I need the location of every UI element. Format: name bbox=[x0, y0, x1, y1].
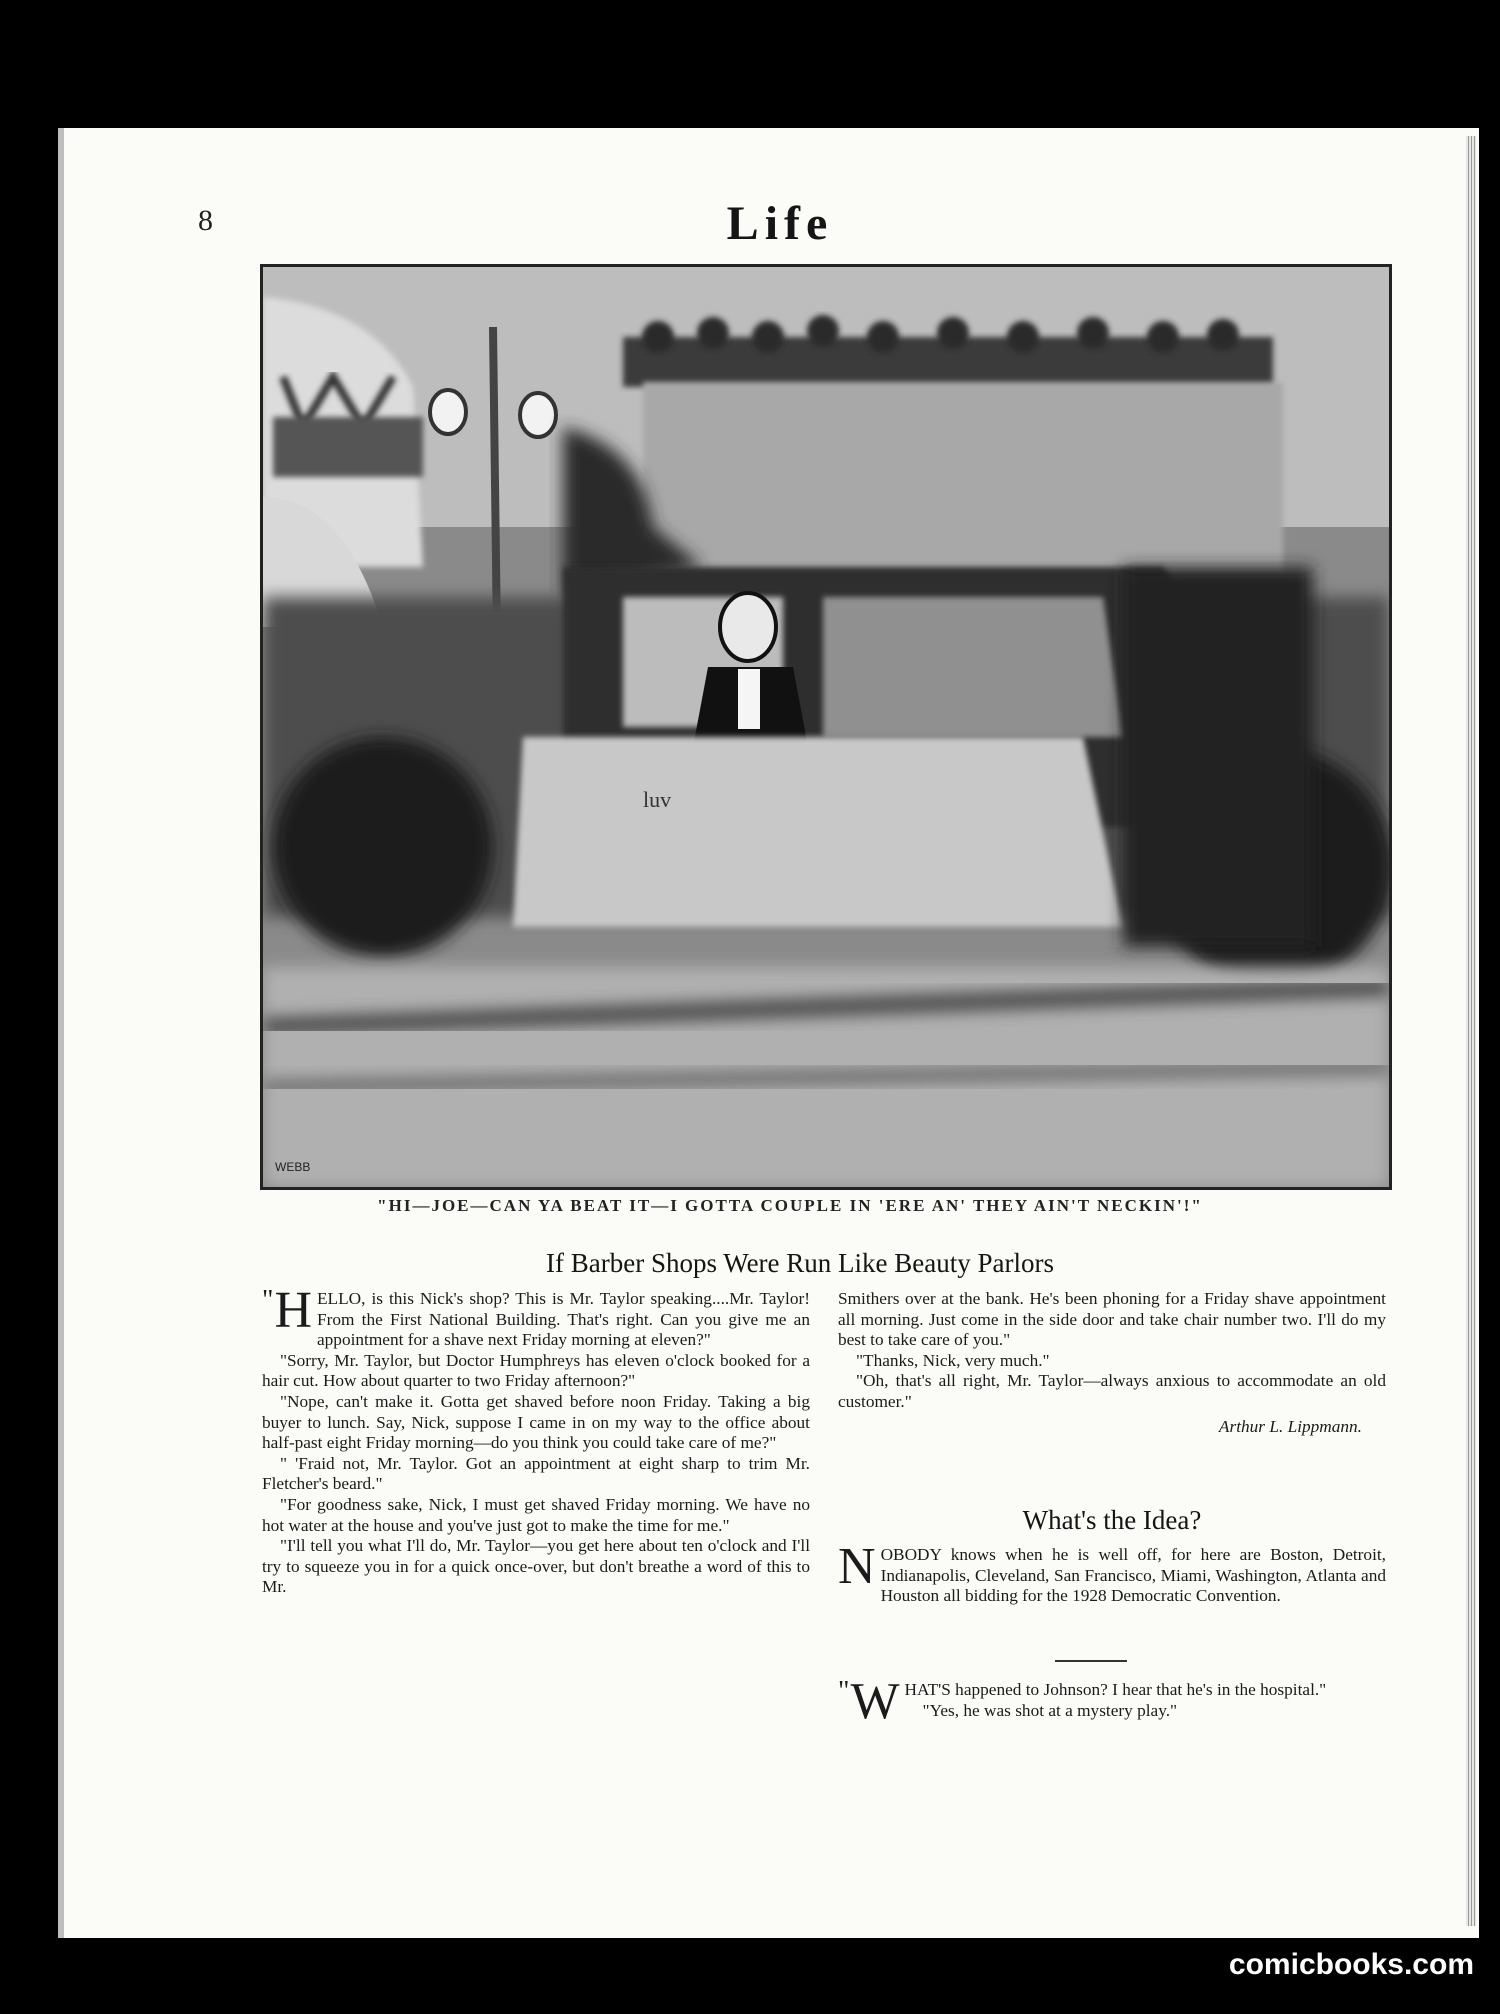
paragraph: "Sorry, Mr. Taylor, but Doctor Humphreys has eleven o'clock booked for a hair cut. How about quarter to two Friday afternoon?" bbox=[262, 1350, 810, 1391]
dropcap-h: H bbox=[274, 1282, 312, 1339]
paragraph: "Thanks, Nick, very much." bbox=[856, 1350, 1050, 1370]
article-headline-barber: If Barber Shops Were Run Like Beauty Parlors bbox=[546, 1248, 1054, 1278]
page-edge bbox=[1466, 136, 1476, 1926]
cartoon-car-scribble: luv bbox=[643, 787, 672, 812]
dropcap-w: W bbox=[850, 1673, 900, 1730]
section-divider bbox=[1055, 1660, 1127, 1662]
masthead: Life bbox=[726, 197, 834, 250]
article-idea-body bbox=[838, 1538, 1386, 1607]
paragraph: ELLO, is this Nick's shop? This is Mr. Taylor speaking....Mr. Taylor! From the First National Building. That's right. Can you give me an appointment for a shave next Friday morning at eleven?" bbox=[317, 1289, 810, 1350]
paragraph: "For goodness sake, Nick, I must get shaved Friday morning. We have no hot water at the house and you've just got to make the time for me." bbox=[262, 1494, 810, 1535]
cartoon-signature: WEBB bbox=[275, 1160, 311, 1174]
article-barber-column-left: " H ELLO, is this Nick's shop? This is Mr. Taylor speaking....Mr. Taylor! From the First National Building. That's right. Can you give me an appointment for a shave next Friday morning at eleven?" "Sorry, Mr. Taylor, but Doctor Humphreys has eleven o'clock booked for a hair cut. How about quarter to two Friday afternoon?" "Nope, can't make it. Gotta get shaved before noon Friday. Taking a big buyer to lunch. Say, Nick, suppose I came in on my way to the office about half-past eight Friday morning—do you think you could take care of me?" " 'Fraid not, Mr. Taylor. Got an appointment at eight sharp to trim Mr. Fletcher's beard." "For goodness sake, Nick, I must get shaved Friday morning. We have no hot water at the house and you've just got to make the time for me." "I'll tell you what I'll do, Mr. Taylor—you get here about ten o'clock and I'll try to squeeze you in for a quick once-over, but don't breathe a word of this to Mr. bbox=[262, 1282, 810, 1597]
cartoon-illustration bbox=[260, 264, 1392, 1190]
cartoon-caption: "HI—JOE—CAN YA BEAT IT—I GOTTA COUPLE IN 'ERE AN' THEY AIN'T NECKIN'!" bbox=[377, 1196, 1203, 1215]
paragraph: OBODY knows when he is well off, for here are Boston, Detroit, Indianapolis, Cleveland, San Francisco, Miami, Washington, Atlanta and Houston all bidding for the 1928 Democratic Convention. bbox=[880, 1545, 1386, 1606]
paragraph: Smithers over at the bank. He's been phoning for a Friday shave appointment all morning. Just come in the side door and take chair number two. I'll do my best to take care of you." bbox=[838, 1289, 1386, 1350]
paragraph: "Oh, that's all right, Mr. Taylor—always anxious to accommodate an old customer." bbox=[838, 1371, 1386, 1411]
article-headline-idea: What's the Idea? bbox=[1022, 1505, 1202, 1535]
paragraph: " 'Fraid not, Mr. Taylor. Got an appointment at eight sharp to trim Mr. Fletcher's beard." bbox=[262, 1453, 810, 1494]
paragraph: "Yes, he was shot at a mystery play." bbox=[922, 1700, 1178, 1720]
byline: Arthur L. Lippmann. bbox=[1218, 1416, 1362, 1436]
article-johnson-joke: " W HAT'S happened to Johnson? I hear that he's in the hospital." "Yes, he was shot at a mystery play." bbox=[838, 1680, 1386, 1722]
paragraph: "Nope, can't make it. Gotta get shaved before noon Friday. Taking a big buyer to lunch. Say, Nick, suppose I came in on my way to the office about half-past eight Friday morning—do you think you could take care of me?" bbox=[262, 1391, 810, 1453]
dropcap-n: N bbox=[838, 1538, 876, 1595]
paragraph: "I'll tell you what I'll do, Mr. Taylor—you get here about ten o'clock and I'll try to squeeze you in for a quick once-over, but don't breathe a word of this to Mr. bbox=[262, 1536, 810, 1597]
article-barber-column-right bbox=[838, 1289, 1386, 1437]
site-watermark: comicbooks.com bbox=[1228, 1948, 1474, 1981]
page-number: 8 bbox=[198, 204, 213, 237]
paragraph: HAT'S happened to Johnson? I hear that he's in the hospital." bbox=[904, 1680, 1327, 1699]
